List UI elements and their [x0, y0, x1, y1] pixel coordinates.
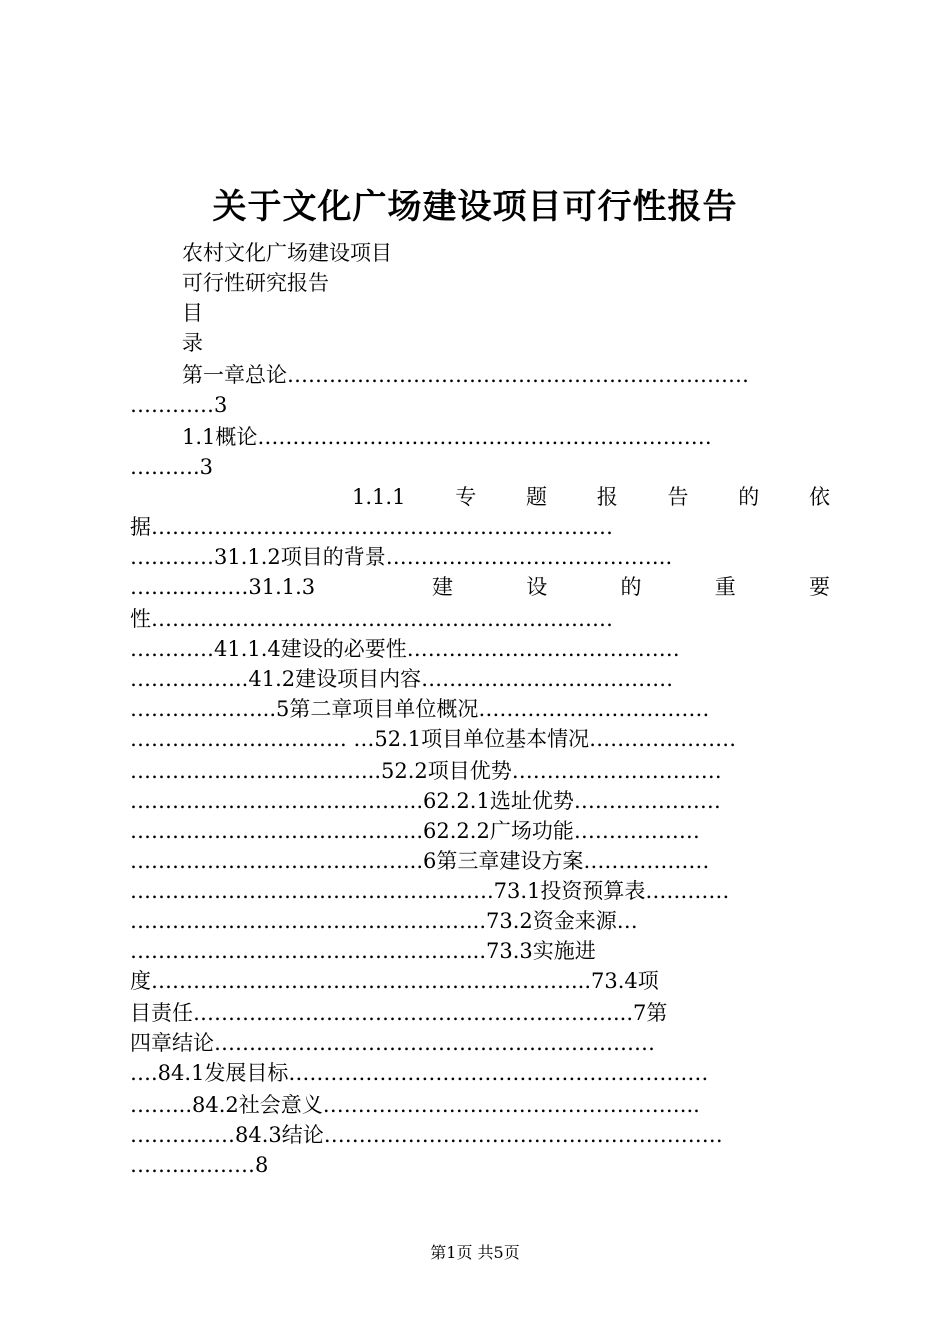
page-footer: 第1页 共5页 — [430, 1243, 520, 1262]
toc-line: …………………………………………...73.2资金来源… — [130, 909, 638, 933]
toc-justified-word: 的 — [738, 485, 760, 509]
subtitle-line-4: 录 — [182, 331, 203, 355]
subtitle-line-1: 农村文化广场建设项目 — [182, 241, 392, 265]
toc-justified-word: 专 — [455, 485, 477, 509]
toc-line: 据………………………………………………………… — [130, 515, 613, 539]
toc-justified-line-2 — [432, 572, 830, 602]
document-title: 关于文化广场建设项目可行性报告 — [212, 187, 738, 227]
toc-line: …………41.1.4建设的必要性………………………………… — [130, 637, 680, 661]
toc-justified-line-1 — [352, 482, 830, 512]
toc-line: ……………………………...52.2项目优势………………………… — [130, 759, 722, 783]
toc-justified-word: 设 — [526, 575, 548, 599]
toc-justified-word: 1.1.1 — [352, 485, 406, 509]
toc-line: ……………..41.2建设项目内容……………………………… — [130, 667, 674, 691]
toc-justified-word: 依 — [808, 485, 830, 509]
toc-line: 目责任……………………………………………………...7第 — [130, 1001, 668, 1025]
toc-line: ………………...5第二章项目单位概况…………………………… — [130, 697, 710, 721]
toc-justified-word: 告 — [667, 485, 689, 509]
toc-line: ……...84.2社会意义……………………………………………... — [130, 1093, 700, 1117]
toc-line: ……….3 — [130, 455, 214, 479]
toc-line: …………………………………...6第三章建设方案……………… — [130, 849, 710, 873]
toc-justified-word: 重 — [714, 575, 736, 599]
toc-line: 度……………………………………………………...73.4项 — [130, 969, 659, 993]
toc-line: …………………………………...62.2.2广场功能……………… — [130, 819, 700, 843]
toc-line: …………………………………………….73.1投资预算表………… — [130, 879, 730, 903]
toc-line: ……..………31.1.3 — [130, 575, 316, 599]
toc-line: ……………84.3结论………………………………………………… — [130, 1123, 723, 1147]
toc-line: ……...………8 — [130, 1153, 269, 1177]
toc-line: 1.1概论………………………………………….….………… — [182, 425, 712, 449]
toc-justified-word: 要 — [809, 575, 830, 599]
toc-line: …………………………………...62.2.1选址优势………………… — [130, 789, 721, 813]
toc-line: …………31.1.2项目的背景………………………………….. — [130, 545, 673, 569]
toc-line: …………………………. …52.1项目单位基本情况………………… — [130, 727, 737, 751]
subtitle-line-3: 目 — [182, 301, 203, 325]
subtitle-line-2: 可行性研究报告 — [182, 271, 329, 295]
toc-line: …………3 — [130, 393, 228, 417]
toc-justified-word: 的 — [620, 575, 642, 599]
toc-justified-word: 题 — [525, 485, 547, 509]
toc-justified-word: 建 — [432, 575, 453, 599]
toc-line: 四章结论……………………………………………………… — [130, 1031, 655, 1055]
toc-line: 性………………………………………………………… — [130, 607, 613, 631]
toc-line: ….84.1发展目标…………………………………………………… — [130, 1061, 709, 1085]
toc-line: 第一章总论………………………………………………………… — [182, 363, 749, 387]
toc-justified-word: 报 — [596, 485, 618, 509]
toc-line: …………………………………………...73.3实施进 — [130, 939, 596, 963]
